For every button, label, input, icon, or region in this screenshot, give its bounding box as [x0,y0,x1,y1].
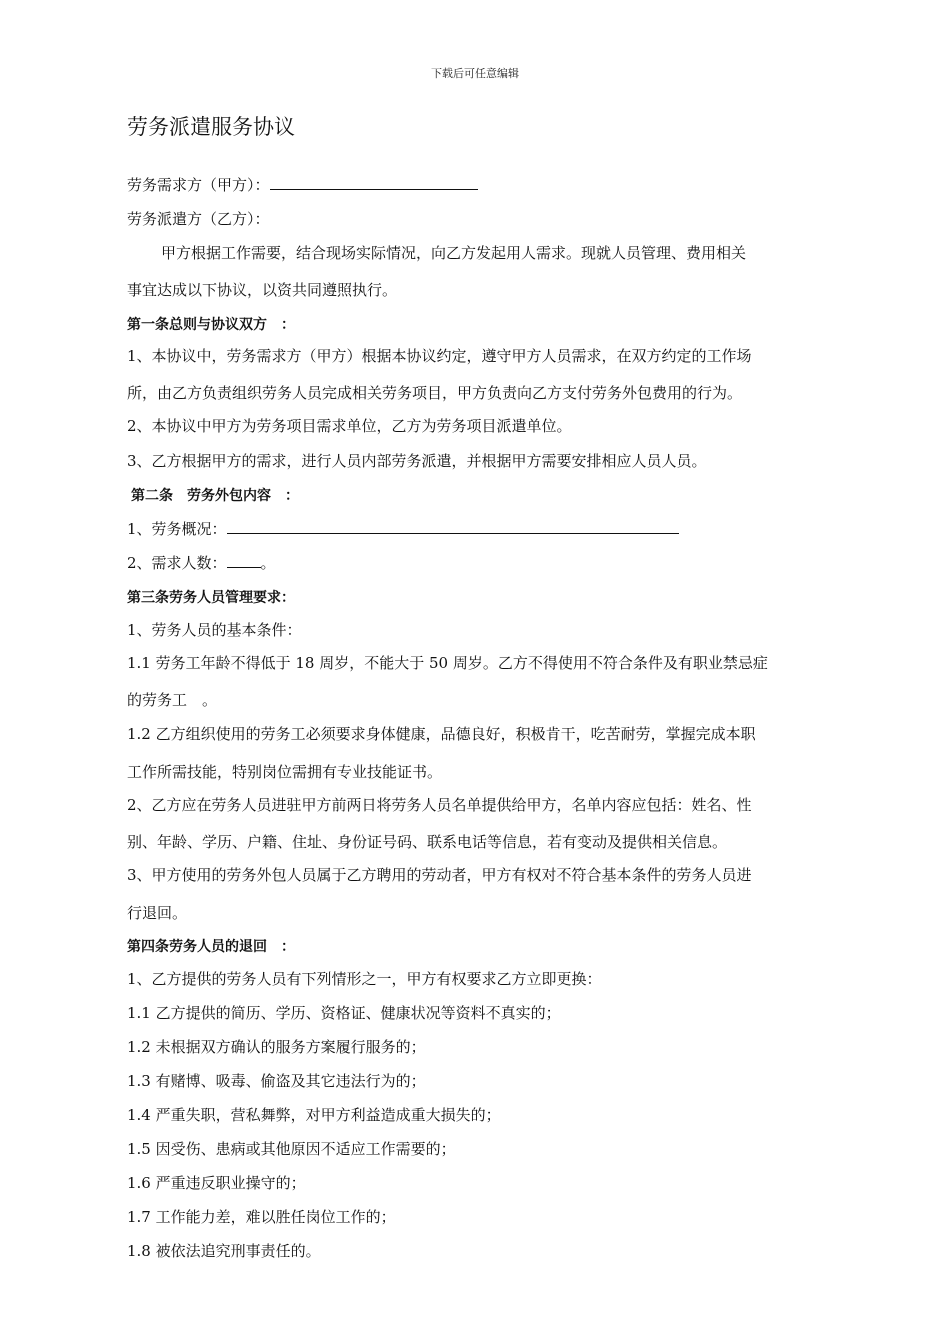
article-1-line: 1、本协议中，劳务需求方（甲方）根据本协议约定，遵守甲方人员需求，在双方约定的工作场 [127,347,752,365]
article-3-line: 别、年龄、学历、户籍、住址、身份证号码、联系电话等信息，若有变动及提供相关信息。 [127,833,728,851]
article-1-title: 第一条总则与协议双方 ： [127,317,295,333]
article-1-line: 2、本协议中甲方为劳务项目需求单位，乙方为劳务项目派遣单位。 [127,417,572,435]
article-3-line: 1.2 乙方组织使用的劳务工必须要求身体健康，品德良好，积极肯干，吃苦耐劳，掌握完成本职 [127,725,756,743]
article-4-line: 1.1 乙方提供的简历、学历、资格证、健康状况等资料不真实的； [127,1004,561,1022]
article-4-line: 1.7 工作能力差，难以胜任岗位工作的； [127,1208,396,1226]
article-3-line: 行退回。 [127,904,188,922]
article-1-line: 所，由乙方负责组织劳务人员完成相关劳务项目，甲方负责向乙方支付劳务外包费用的行为。 [127,384,743,402]
article-3-line: 1、劳务人员的基本条件： [127,621,302,639]
article-4-line: 1.2 未根据双方确认的服务方案履行服务的； [127,1038,426,1056]
article-3-line: 工作所需技能，特别岗位需拥有专业技能证书。 [127,763,443,781]
article-2-item-1 [127,518,679,539]
work-overview-blank [227,519,679,534]
article-4-line: 1.3 有赌博、吸毒、偷盗及其它违法行为的； [127,1072,426,1090]
article-3-line: 1.1 劳务工年龄不得低于 18 周岁，不能大于 50 周岁。乙方不得使用不符合条件及有职业禁忌症 [127,654,768,672]
party-a-line [127,174,478,195]
article-3-title: 第三条劳务人员管理要求： [127,590,295,606]
article-3-line: 3、甲方使用的劳务外包人员属于乙方聘用的劳动者，甲方有权对不符合基本条件的劳务人员进 [127,866,752,884]
article-3-line: 的劳务工 。 [127,691,218,709]
article-4-title: 第四条劳务人员的退回 ： [127,939,295,955]
article-4-line: 1.4 严重失职，营私舞弊，对甲方利益造成重大损失的； [127,1106,501,1124]
article-4-line: 1、乙方提供的劳务人员有下列情形之一，甲方有权要求乙方立即更换： [127,970,602,988]
article-3-line: 2、乙方应在劳务人员进驻甲方前两日将劳务人员名单提供给甲方，名单内容应包括：姓名、性 [127,796,752,814]
article-4-line: 1.6 严重违反职业操守的； [127,1174,306,1192]
party-a-label: 劳务需求方（甲方）： [127,176,270,194]
headcount-blank [227,553,261,568]
article-2-item-2 [127,552,276,573]
headcount-end: 。 [260,554,276,572]
article-4-line: 1.5 因受伤、患病或其他原因不适应工作需要的； [127,1140,456,1158]
page-header: 下载后可任意编辑 [431,67,519,80]
work-overview-label: 1、劳务概况： [127,520,227,538]
party-b-label: 劳务派遣方（乙方）： [127,210,270,228]
article-4-line: 1.8 被依法追究刑事责任的。 [127,1242,321,1260]
intro-line: 事宜达成以下协议，以资共同遵照执行。 [127,281,398,299]
document-title: 劳务派遣服务协议 [127,115,295,139]
party-a-blank [270,175,478,190]
headcount-label: 2、需求人数： [127,554,227,572]
article-2-title: 第二条 劳务外包内容 ： [131,488,299,504]
article-1-line: 3、乙方根据甲方的需求，进行人员内部劳务派遣，并根据甲方需要安排相应人员人员。 [127,452,707,470]
intro-line: 甲方根据工作需要，结合现场实际情况，向乙方发起用人需求。现就人员管理、费用相关 [161,244,747,262]
